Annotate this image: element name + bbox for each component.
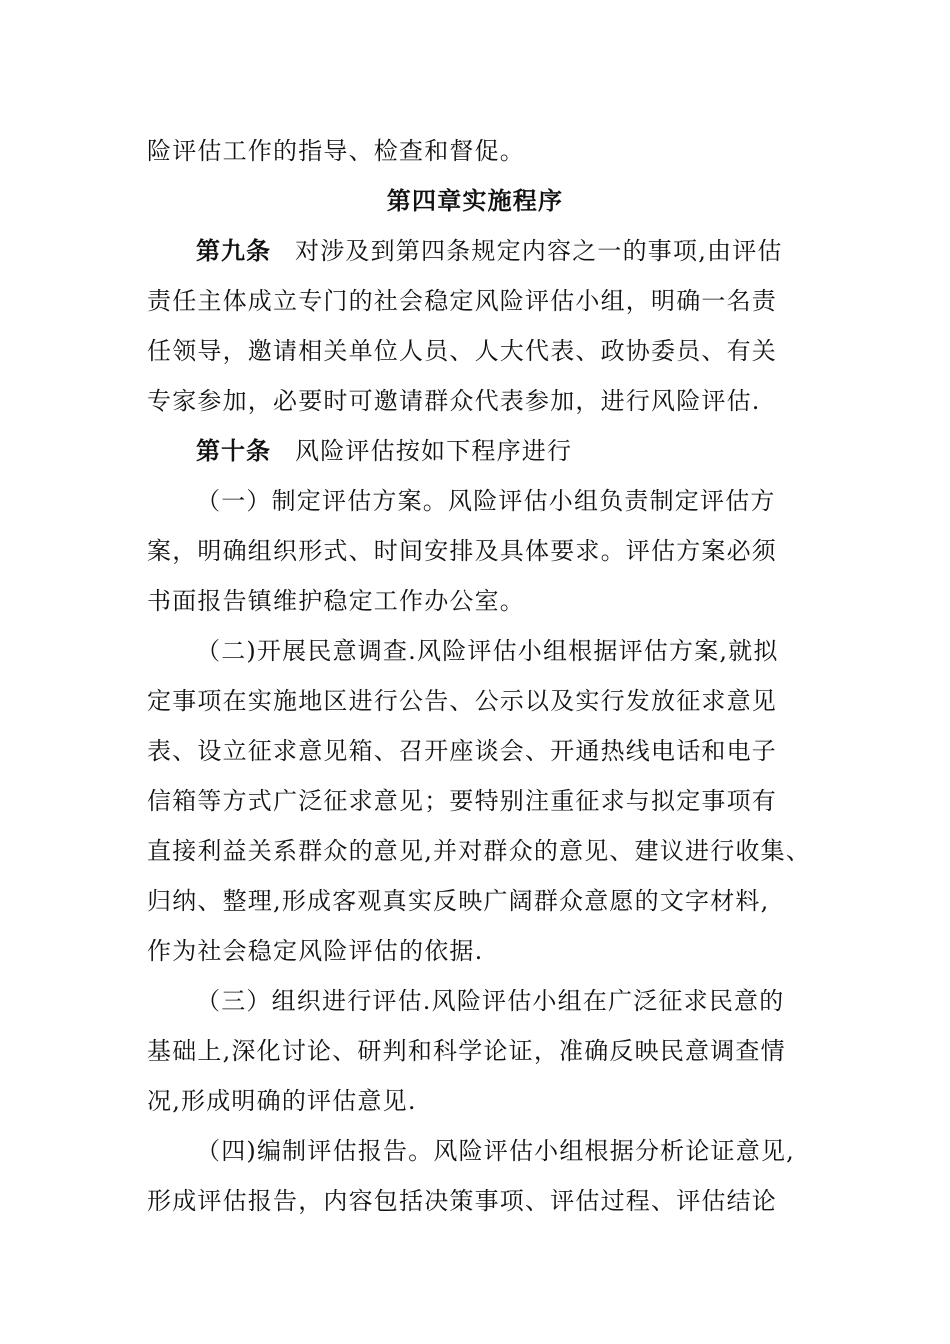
item-4-line: （四)编制评估报告。风险评估小组根据分析论证意见, bbox=[196, 1137, 795, 1165]
article-9-line: 专家参加，必要时可邀请群众代表参加，进行风险评估. bbox=[147, 387, 761, 415]
chapter-title: 第四章实施程序 bbox=[386, 187, 564, 215]
item-1-line: 书面报告镇维护稳定工作办公室。 bbox=[147, 587, 525, 615]
article-10-intro: 风险评估按如下程序进行 bbox=[295, 437, 573, 465]
article-9-line: 责任主体成立专门的社会稳定风险评估小组，明确一名责 bbox=[147, 287, 777, 315]
article-9-first-line bbox=[196, 234, 876, 268]
item-3-line: 况,形成明确的评估意见. bbox=[147, 1087, 417, 1115]
item-1-line: 案，明确组织形式、时间安排及具体要求。评估方案必须 bbox=[147, 537, 777, 565]
article-9-label: 第九条 bbox=[196, 237, 271, 265]
item-3-line: （三）组织进行评估.风险评估小组在广泛征求民意的 bbox=[196, 987, 785, 1015]
article-10-line bbox=[196, 434, 876, 468]
article-10-label: 第十条 bbox=[196, 437, 271, 465]
article-9-line: 任领导，邀请相关单位人员、人大代表、政协委员、有关 bbox=[147, 337, 777, 365]
item-2-line: 作为社会稳定风险评估的依据. bbox=[147, 937, 484, 965]
item-2-line: （二)开展民意调查.风险评估小组根据评估方案,就拟 bbox=[196, 637, 779, 665]
item-1-line: （一）制定评估方案。风险评估小组负责制定评估方 bbox=[196, 487, 776, 515]
item-2-line: 直接利益关系群众的意见,并对群众的意见、建议进行收集、 bbox=[147, 837, 812, 865]
item-2-line: 信箱等方式广泛征求意见；要特别注重征求与拟定事项有 bbox=[147, 787, 777, 815]
continuation-line: 险评估工作的指导、检查和督促。 bbox=[147, 137, 525, 165]
item-2-line: 归纳、整理,形成客观真实反映广阔群众意愿的文字材料, bbox=[147, 887, 770, 915]
article-9-text: 对涉及到第四条规定内容之一的事项,由评估 bbox=[295, 237, 783, 265]
item-2-line: 表、设立征求意见箱、召开座谈会、开通热线电话和电子 bbox=[147, 737, 777, 765]
item-4-line: 形成评估报告，内容包括决策事项、评估过程、评估结论 bbox=[147, 1187, 777, 1215]
item-3-line: 基础上,深化讨论、研判和科学论证，准确反映民意调查情 bbox=[147, 1037, 786, 1065]
item-2-line: 定事项在实施地区进行公告、公示以及实行发放征求意见 bbox=[147, 687, 777, 715]
